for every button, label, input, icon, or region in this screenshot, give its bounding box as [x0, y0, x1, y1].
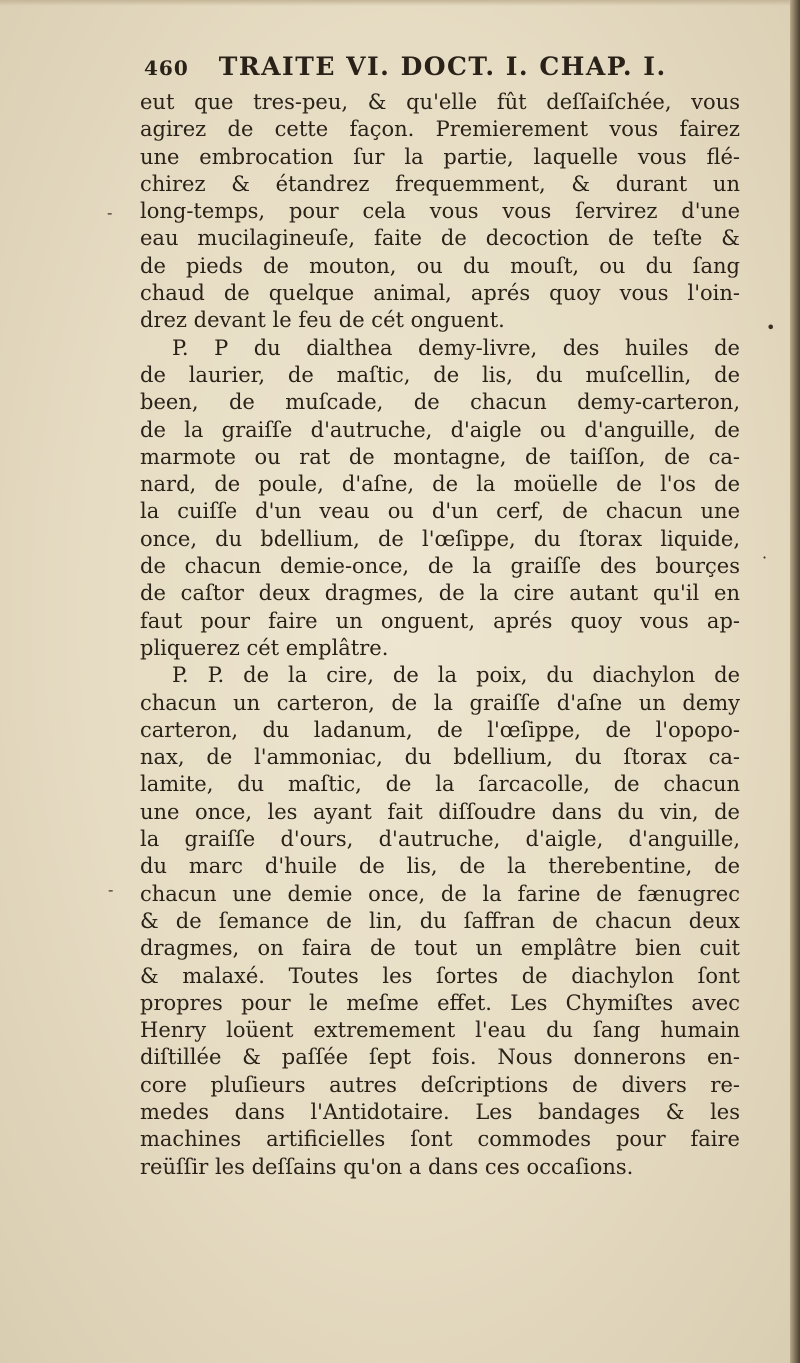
- text-line: machines artificielles ſont commodes pour faire: [140, 1127, 740, 1152]
- text-line: faut pour faire un onguent, aprés quoy vous ap-: [140, 608, 740, 633]
- text-line: de laurier, de maſtic, de lis, du muſcellin, de: [140, 362, 740, 387]
- text-line: pliquerez cét emplâtre.: [140, 635, 389, 660]
- text-line: medes dans l'Antidotaire. Les bandages & les: [140, 1099, 740, 1124]
- text-line: lamite, du maſtic, de la ſarcacolle, de chacun: [140, 772, 740, 797]
- text-line: eut que tres-peu, & qu'elle fût deſſaiſchée, vous: [140, 90, 740, 114]
- text-line: carteron, du ladanum, de l'œſippe, de l'opopo-: [140, 717, 740, 742]
- text-line: une once, les ayant fait diſſoudre dans du vin, de: [140, 799, 740, 824]
- text-line: long-temps, pour cela vous vous ſervirez d'une: [140, 199, 740, 224]
- page-number: 460: [144, 56, 189, 80]
- text-line: & malaxé. Toutes les ſortes de diachylon ſont: [140, 963, 740, 988]
- page-top-shadow: [0, 0, 800, 6]
- text-line: chacun une demie once, de la farine de fænugrec: [140, 881, 740, 906]
- text-line: P. P. de la cire, de la poix, du diachylon de: [172, 663, 740, 688]
- text-line: de pieds de mouton, ou du mouſt, ou du ſang: [140, 253, 740, 278]
- text-line: core pluſieurs autres deſcriptions de divers re-: [140, 1072, 740, 1097]
- text-line: marmote ou rat de montagne, de taiſſon, de ca-: [140, 444, 740, 469]
- text-line: nard, de poule, d'aſne, de la moüelle de l'os de: [140, 472, 740, 497]
- text-line: reüſſir les deſſains qu'on a dans ces occaſions.: [140, 1154, 634, 1179]
- text-line: dragmes, on faira de tout un emplâtre bien cuit: [140, 936, 740, 961]
- text-line: eau mucilagineuſe, faite de decoction de teſte &: [140, 226, 740, 251]
- text-line: diſtillée & paſſée ſept fois. Nous donnerons en-: [140, 1045, 740, 1070]
- text-line: Henry loüent extremement l'eau du ſang humain: [140, 1018, 740, 1043]
- text-line: P. P du dialthea demy-livre, des huiles de: [172, 335, 740, 360]
- text-line: la cuiſſe d'un veau ou d'un cerf, de chacun une: [140, 499, 740, 524]
- running-head-title: TRAITE VI. DOCT. I. CHAP. I.: [218, 52, 667, 81]
- text-line: agirez de cette façon. Premierement vous fairez: [140, 117, 740, 142]
- text-line: de la graiſſe d'autruche, d'aigle ou d'anguille, de: [140, 417, 740, 442]
- text-line: de caſtor deux dragmes, de la cire autant qu'il en: [140, 581, 740, 606]
- text-line: chaud de quelque animal, aprés quoy vous l'oin-: [140, 281, 740, 306]
- margin-speck-mark: ·: [762, 548, 768, 567]
- margin-dash-mark: -: [107, 203, 113, 222]
- margin-dot-mark: •: [766, 318, 776, 337]
- body-text: [140, 89, 740, 1181]
- text-line: & de ſemance de lin, du ſaffran de chacun deux: [140, 908, 740, 933]
- text-line: nax, de l'ammoniac, du bdellium, du ſtorax ca-: [140, 745, 740, 770]
- text-line: de chacun demie-once, de la graiſſe des bourçes: [140, 554, 740, 579]
- text-line: propres pour le meſme effet. Les Chymiſtes avec: [140, 990, 740, 1015]
- text-line: drez devant le feu de cét onguent.: [140, 308, 505, 333]
- margin-dash-mark-2: -: [108, 880, 114, 899]
- running-head: [140, 46, 740, 89]
- text-line: la graiſſe d'ours, d'autruche, d'aigle, d'anguille,: [140, 827, 740, 852]
- text-line: been, de muſcade, de chacun demy-carteron,: [140, 390, 740, 415]
- text-line: chirez & étandrez frequemment, & durant un: [140, 171, 740, 196]
- text-line: du marc d'huile de lis, de la therebentine, de: [140, 854, 740, 879]
- text-line: chacun un carteron, de la graiſſe d'aſne un demy: [140, 690, 740, 715]
- text-line: once, du bdellium, de l'œſippe, du ſtorax liquide,: [140, 526, 740, 551]
- text-block: [140, 46, 740, 1181]
- text-line: une embrocation ſur la partie, laquelle vous flé-: [140, 144, 740, 169]
- page-binding-shadow: [790, 0, 800, 1363]
